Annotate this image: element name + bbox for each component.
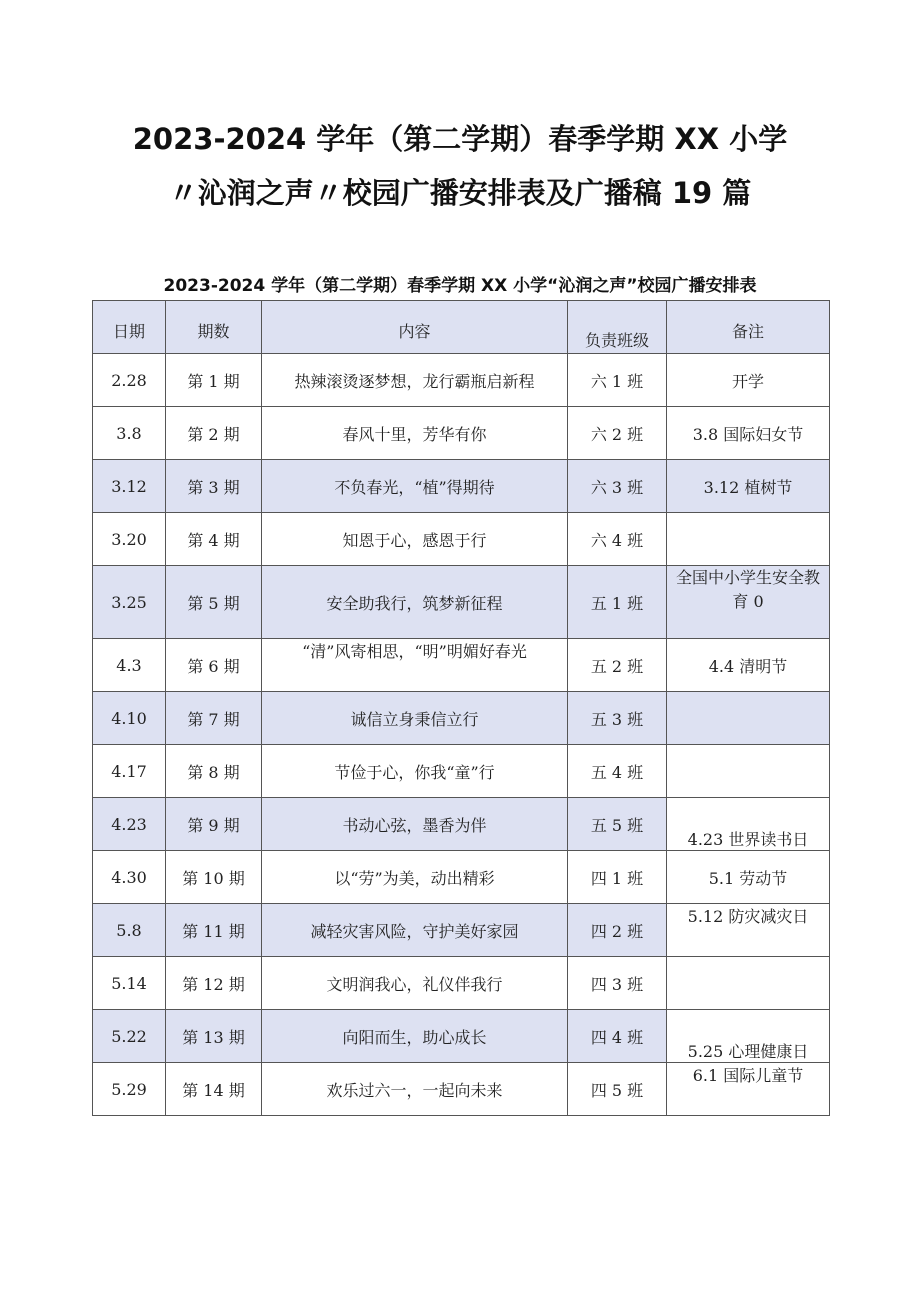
title-line-2: 〃沁润之声〃校园广播安排表及广播稿 19 篇	[168, 176, 752, 210]
title-line-1: 2023-2024 学年（第二学期）春季学期 XX 小学	[132, 122, 788, 156]
cell-note: 5.12 防灾减灾日	[667, 904, 830, 957]
header-issue: 期数	[166, 301, 262, 354]
cell-content: 以“劳”为美，动出精彩	[262, 851, 568, 904]
cell-content: 减轻灾害风险，守护美好家园	[262, 904, 568, 957]
cell-issue: 第 2 期	[166, 407, 262, 460]
cell-class: 四 4 班	[568, 1010, 667, 1063]
cell-content: 春风十里，芳华有你	[262, 407, 568, 460]
cell-note	[667, 745, 830, 798]
cell-date: 4.10	[93, 692, 166, 745]
table-caption: 2023-2024 学年（第二学期）春季学期 XX 小学“沁润之声”校园广播安排表	[163, 276, 757, 296]
document-title	[0, 112, 920, 220]
cell-content: 诚信立身秉信立行	[262, 692, 568, 745]
cell-date: 5.29	[93, 1063, 166, 1116]
cell-issue: 第 7 期	[166, 692, 262, 745]
cell-note: 3.12 植树节	[667, 460, 830, 513]
cell-date: 4.30	[93, 851, 166, 904]
table-row	[93, 904, 830, 957]
cell-issue: 第 13 期	[166, 1010, 262, 1063]
table-row	[93, 566, 830, 639]
cell-date: 3.25	[93, 566, 166, 639]
table-header-row	[93, 301, 830, 354]
cell-note: 全国中小学生安全教育 0	[667, 566, 830, 639]
cell-class: 四 1 班	[568, 851, 667, 904]
cell-class: 五 5 班	[568, 798, 667, 851]
cell-date: 4.17	[93, 745, 166, 798]
cell-note: 5.25 心理健康日	[667, 1010, 830, 1063]
table-row	[93, 639, 830, 692]
cell-content: 安全助我行，筑梦新征程	[262, 566, 568, 639]
cell-content: “清”风寄相思，“明”明媚好春光	[262, 639, 568, 692]
cell-date: 5.22	[93, 1010, 166, 1063]
cell-content: 热辣滚烫逐梦想，龙行霸瓶启新程	[262, 354, 568, 407]
cell-issue: 第 14 期	[166, 1063, 262, 1116]
cell-note: 4.4 清明节	[667, 639, 830, 692]
cell-issue: 第 3 期	[166, 460, 262, 513]
cell-issue: 第 5 期	[166, 566, 262, 639]
cell-note: 开学	[667, 354, 830, 407]
cell-class: 六 2 班	[568, 407, 667, 460]
cell-class: 五 1 班	[568, 566, 667, 639]
cell-issue: 第 4 期	[166, 513, 262, 566]
cell-content: 欢乐过六一，一起向未来	[262, 1063, 568, 1116]
cell-date: 2.28	[93, 354, 166, 407]
cell-note: 4.23 世界读书日	[667, 798, 830, 851]
cell-content: 向阳而生，助心成长	[262, 1010, 568, 1063]
table-row	[93, 1063, 830, 1116]
cell-content: 节俭于心，你我“童”行	[262, 745, 568, 798]
cell-note	[667, 513, 830, 566]
cell-issue: 第 11 期	[166, 904, 262, 957]
cell-content: 不负春光，“植”得期待	[262, 460, 568, 513]
cell-class: 五 2 班	[568, 639, 667, 692]
header-class: 负责班级	[568, 301, 667, 354]
cell-note	[667, 692, 830, 745]
table-row	[93, 354, 830, 407]
cell-class: 四 3 班	[568, 957, 667, 1010]
cell-class: 六 4 班	[568, 513, 667, 566]
cell-date: 5.14	[93, 957, 166, 1010]
table-row	[93, 798, 830, 851]
cell-issue: 第 9 期	[166, 798, 262, 851]
cell-date: 4.23	[93, 798, 166, 851]
table-row	[93, 957, 830, 1010]
cell-date: 3.20	[93, 513, 166, 566]
cell-class: 六 1 班	[568, 354, 667, 407]
cell-class: 五 3 班	[568, 692, 667, 745]
table-row	[93, 407, 830, 460]
cell-content: 书动心弦，墨香为伴	[262, 798, 568, 851]
table-row	[93, 745, 830, 798]
cell-content: 文明润我心，礼仪伴我行	[262, 957, 568, 1010]
cell-issue: 第 1 期	[166, 354, 262, 407]
table-row	[93, 460, 830, 513]
cell-date: 3.12	[93, 460, 166, 513]
cell-class: 四 2 班	[568, 904, 667, 957]
header-date: 日期	[93, 301, 166, 354]
table-row	[93, 692, 830, 745]
cell-class: 六 3 班	[568, 460, 667, 513]
cell-date: 5.8	[93, 904, 166, 957]
table-row	[93, 513, 830, 566]
broadcast-schedule-table	[92, 300, 830, 1116]
cell-content: 知恩于心，感恩于行	[262, 513, 568, 566]
cell-issue: 第 10 期	[166, 851, 262, 904]
cell-class: 四 5 班	[568, 1063, 667, 1116]
header-content: 内容	[262, 301, 568, 354]
cell-note: 6.1 国际儿童节	[667, 1063, 830, 1116]
cell-date: 4.3	[93, 639, 166, 692]
header-note: 备注	[667, 301, 830, 354]
cell-issue: 第 8 期	[166, 745, 262, 798]
cell-date: 3.8	[93, 407, 166, 460]
cell-class: 五 4 班	[568, 745, 667, 798]
table-row	[93, 1010, 830, 1063]
cell-issue: 第 12 期	[166, 957, 262, 1010]
table-row	[93, 851, 830, 904]
cell-issue: 第 6 期	[166, 639, 262, 692]
cell-note: 3.8 国际妇女节	[667, 407, 830, 460]
cell-note	[667, 957, 830, 1010]
cell-note: 5.1 劳动节	[667, 851, 830, 904]
